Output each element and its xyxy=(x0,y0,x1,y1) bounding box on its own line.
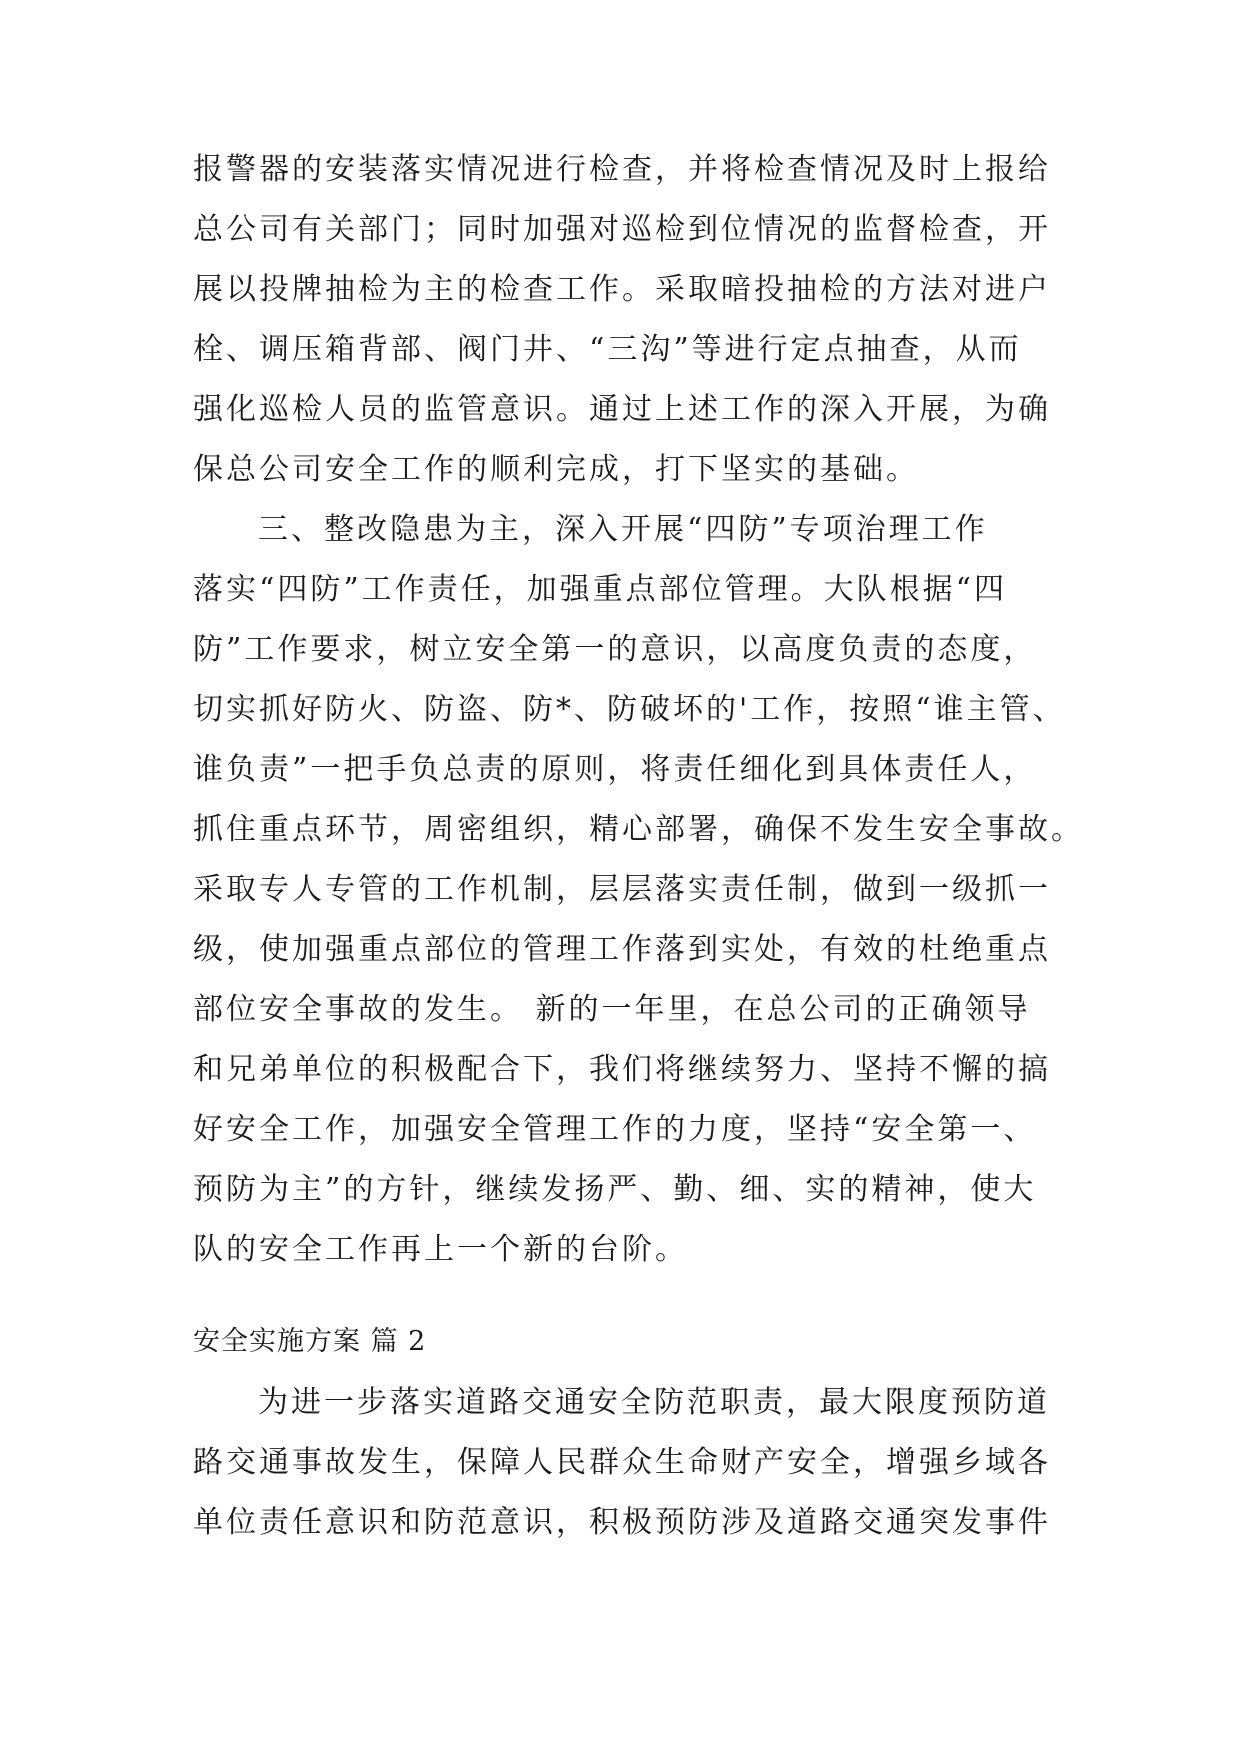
paragraph-line: 和兄弟单位的积极配合下，我们将继续努力、坚持不懈的搞 xyxy=(193,1052,1051,1087)
paragraph-line: 部位安全事故的发生。 新的一年里，在总公司的正确领导 xyxy=(193,992,1031,1027)
paragraph-line: 落实“四防”工作责任，加强重点部位管理。大队根据“四 xyxy=(193,572,1008,607)
paragraph-line: 队的安全工作再上一个新的台阶。 xyxy=(193,1232,688,1267)
paragraph-line: 预防为主”的方针，继续发扬严、勤、细、实的精神，使大 xyxy=(193,1172,1037,1207)
paragraph-line: 采取专人专管的工作机制，层层落实责任制，做到一级抓一 xyxy=(193,872,1051,907)
paragraph-line: 强化巡检人员的监管意识。通过上述工作的深入开展，为确 xyxy=(193,392,1051,427)
article-heading: 安全实施方案 篇 2 xyxy=(193,1326,427,1357)
paragraph-line: 路交通事故发生，保障人民群众生命财产安全，增强乡域各 xyxy=(193,1445,1051,1480)
paragraph-line: 级，使加强重点部位的管理工作落到实处，有效的杜绝重点 xyxy=(193,932,1051,967)
paragraph-line: 单位责任意识和防范意识，积极预防涉及道路交通突发事件 xyxy=(193,1505,1051,1540)
paragraph-line: 为进一步落实道路交通安全防范职责，最大限度预防道 xyxy=(258,1385,1050,1420)
paragraph-line: 抓住重点环节，周密组织，精心部署，确保不发生安全事故。 xyxy=(193,812,1084,847)
paragraph-line: 报警器的安装落实情况进行检查，并将检查情况及时上报给 xyxy=(193,152,1051,187)
paragraph-line: 展以投牌抽检为主的检查工作。采取暗投抽检的方法对进户 xyxy=(193,272,1051,307)
paragraph-line: 栓、调压箱背部、阀门井、“三沟”等进行定点抽查，从而 xyxy=(193,332,1022,367)
paragraph-line: 总公司有关部门；同时加强对巡检到位情况的监督检查，开 xyxy=(193,212,1051,247)
paragraph-line: 防”工作要求，树立安全第一的意识，以高度负责的态度， xyxy=(193,632,1037,667)
paragraph-line: 切实抓好防火、防盗、防*、防破坏的'工作，按照“谁主管、 xyxy=(193,692,1066,727)
paragraph-line: 谁负责”一把手负总责的原则，将责任细化到具体责任人， xyxy=(193,752,1037,787)
paragraph-line: 保总公司安全工作的顺利完成，打下坚实的基础。 xyxy=(193,452,919,487)
paragraph-line: 好安全工作，加强安全管理工作的力度，坚持“安全第一、 xyxy=(193,1112,1037,1147)
section-heading-line: 三、整改隐患为主，深入开展“四防”专项治理工作 xyxy=(258,512,988,547)
